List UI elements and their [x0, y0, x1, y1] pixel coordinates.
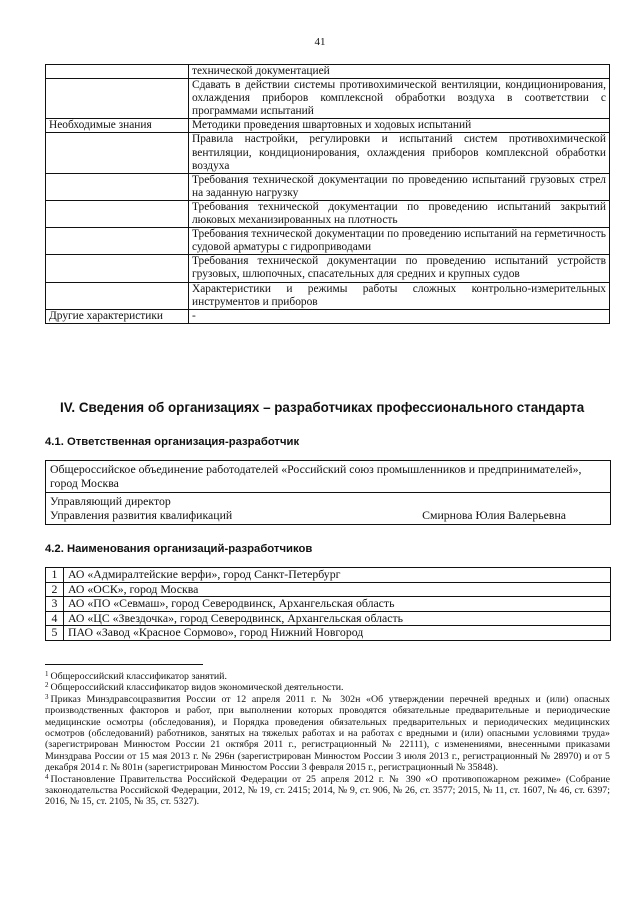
row-text: Методики проведения швартовных и ходовых испытаний — [189, 119, 610, 133]
table-row — [46, 568, 611, 583]
row-text: Требования технической документации по проведению испытаний закрытий люковых механизированных на плотность — [189, 200, 610, 227]
row-text: технической документацией — [189, 65, 610, 79]
row-label — [46, 282, 189, 309]
requirements-table — [45, 64, 610, 324]
table-row — [46, 597, 611, 612]
row-text: Требования технической документации по проведению испытаний на герметичность судовой арматуры с гидроприводами — [189, 228, 610, 255]
developers-table — [45, 567, 611, 641]
row-label — [46, 173, 189, 200]
developer-name: АО «ПО «Севмаш», город Северодвинск, Архангельская область — [64, 597, 611, 612]
row-label — [46, 79, 189, 119]
table-row — [46, 200, 610, 227]
developer-number: 1 — [46, 568, 64, 583]
row-label — [46, 200, 189, 227]
table-row — [46, 228, 610, 255]
row-label — [46, 65, 189, 79]
table-row — [46, 79, 610, 119]
table-row — [46, 255, 610, 282]
table-row — [46, 461, 611, 493]
row-text: - — [189, 309, 610, 323]
footnote-text: Приказ Минздравсоцразвития России от 12 апреля 2011 г. № 302н «Об утверждении перечней вредных и (или) опасных производственных факторов и работ, при выполнении которых проводятся обязательные предварительные и периодические медицинские осмотры (обследования), и Порядка проведения обязательных предварительных и периодических медицинских осмотров (обследований) работников, занятых на тяжелых работах и на работах с вредными и (или) опасными условиями труда» (зарегистрирован Минюстом России 21 октября 2011 г., регистрационный № 22111), с изменениями, внесенными приказами Минздрава России от 15 мая 2013 г. № 296н (зарегистрирован Минюстом России 3 июля 2013 г., регистрационный № 28970) и от 5 декабря 2014 г. № 801н (зарегистрирован Минюстом России 3 февраля 2015 г., регистрационный № 35848). — [45, 693, 610, 774]
developer-name: АО «ОСК», город Москва — [64, 582, 611, 597]
org-name: Общероссийское объединение работодателей «Российский союз промышленников и предпринимателей», город Москва — [46, 461, 611, 493]
row-text: Требования технической документации по проведению испытаний грузовых стрел на заданную нагрузку — [189, 173, 610, 200]
footnote — [45, 682, 610, 693]
footnote — [45, 694, 610, 774]
footnotes — [45, 671, 610, 808]
footnote — [45, 671, 610, 682]
row-text: Требования технической документации по проведению испытаний устройств грузовых, шлюпочных, спасательных для средних и крупных судов — [189, 255, 610, 282]
footnote-text: Общероссийский классификатор занятий. — [50, 671, 227, 682]
table-row — [46, 582, 611, 597]
footnote — [45, 774, 610, 808]
footnote-marker: 1 — [45, 670, 49, 678]
footnote-marker: 2 — [45, 681, 49, 690]
table-row — [46, 133, 610, 173]
developer-name: АО «Адмиралтейские верфи», город Санкт-Петербург — [64, 568, 611, 583]
table-row — [46, 173, 610, 200]
position-person-line — [50, 509, 606, 523]
developer-number: 4 — [46, 611, 64, 626]
footnote-separator — [45, 664, 203, 665]
subsection-title-developers: 4.2. Наименования организаций-разработчиков — [45, 543, 313, 555]
page-number: 41 — [314, 36, 326, 48]
responsible-org-table — [45, 460, 611, 525]
person-name: Смирнова Юлия Валерьевна — [422, 507, 566, 522]
footnote-text: Общероссийский классификатор видов экономической деятельности. — [50, 682, 344, 694]
developer-number: 5 — [46, 626, 64, 641]
row-label: Другие характеристики — [46, 309, 189, 323]
table-row — [46, 309, 610, 323]
developer-number: 3 — [46, 597, 64, 612]
table-row — [46, 65, 610, 79]
row-label — [46, 228, 189, 255]
developer-name: АО «ЦС «Звездочка», город Северодвинск, Архангельская область — [64, 611, 611, 626]
table-row — [46, 626, 611, 641]
row-label — [46, 133, 189, 173]
row-text: Характеристики и режимы работы сложных контрольно-измерительных инструментов и приборов — [189, 282, 610, 309]
position-title: Управляющий директор — [50, 494, 171, 508]
footnote-text: Постановление Правительства Российской Федерации от 25 апреля 2012 г. № 390 «О противопожарном режиме» (Собрание законодательства Российской Федерации, 2012, № 19, ст. 2415; 2014, № 9, ст. 906, № 26, ст. 3577; 2015, № 11, ст. 1607, № 46, ст. 6397; 2016, № 15, ст. 2105, № 35, ст. 5327). — [45, 773, 610, 808]
row-label — [46, 255, 189, 282]
table-row — [46, 282, 610, 309]
section-title: IV. Сведения об организациях – разработчиках профессионального стандарта — [60, 400, 585, 415]
table-row — [46, 119, 610, 133]
footnote-marker: 4 — [45, 772, 49, 781]
row-label: Необходимые знания — [46, 119, 189, 133]
footnote-marker: 3 — [45, 692, 49, 701]
developer-number: 2 — [46, 582, 64, 597]
subsection-title-responsible: 4.1. Ответственная организация-разработчик — [45, 436, 300, 448]
org-signatory — [46, 493, 611, 525]
row-text: Правила настройки, регулировки и испытаний систем противохимической вентиляции, кондиционирования, охлаждения приборов комплексной обработки воздуха — [189, 133, 610, 173]
position-department: Управления развития квалификаций — [50, 507, 233, 522]
table-row — [46, 611, 611, 626]
table-row — [46, 493, 611, 525]
developer-name: ПАО «Завод «Красное Сормово», город Нижний Новгород — [64, 626, 611, 641]
row-text: Сдавать в действии системы противохимической вентиляции, кондиционирования, охлаждения приборов комплексной обработки воздуха в соответствии с программами испытаний — [189, 79, 610, 119]
